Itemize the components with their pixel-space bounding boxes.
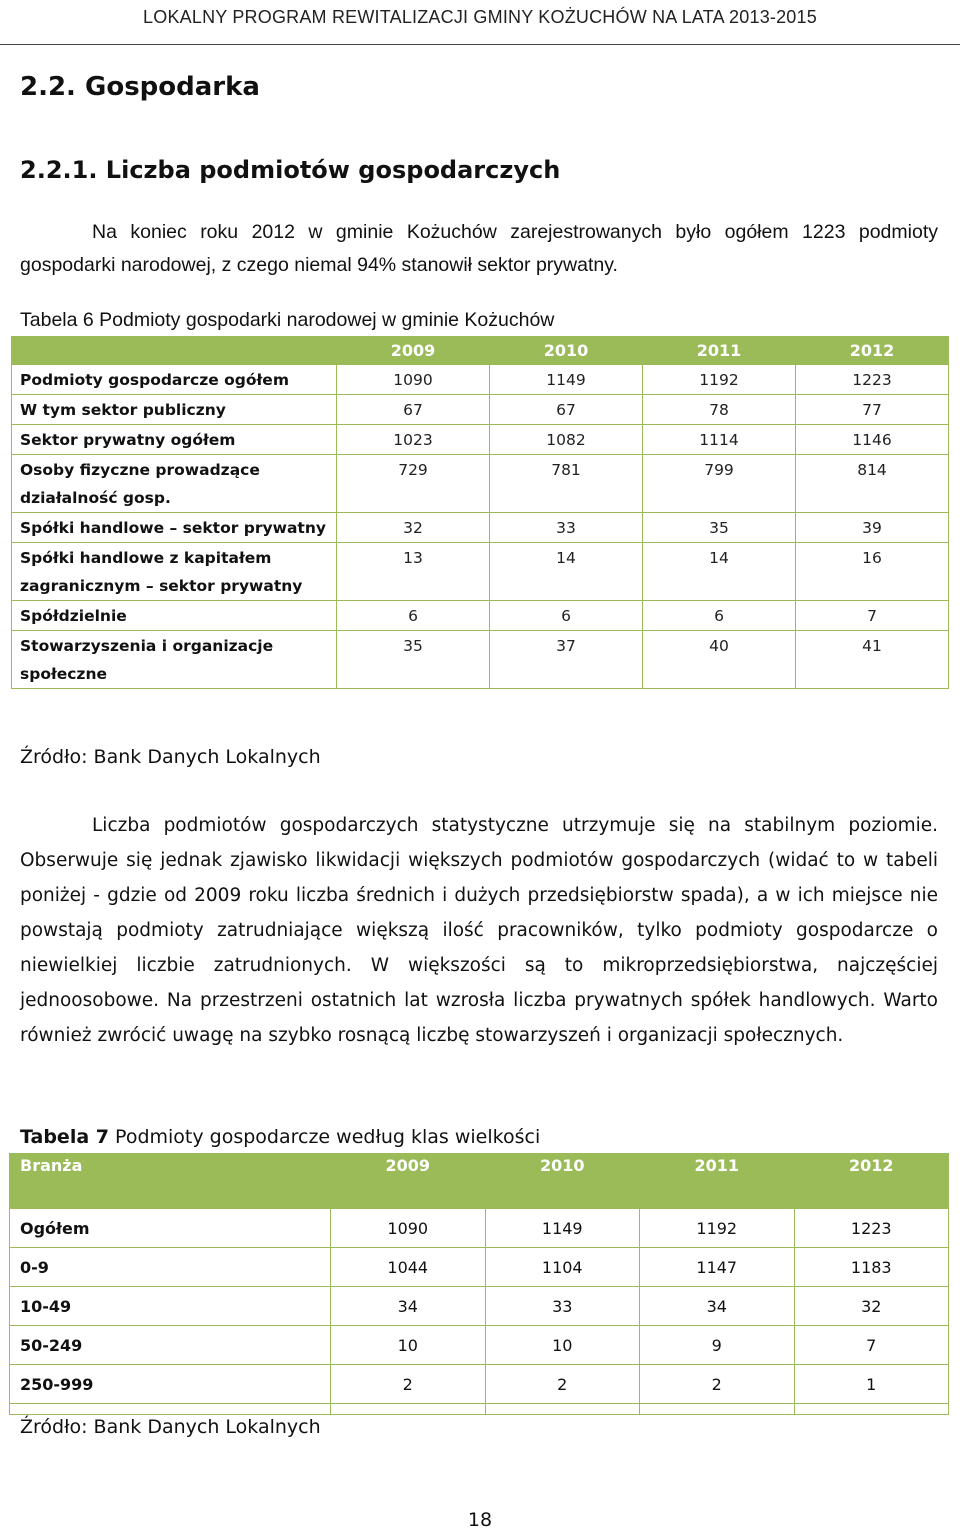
cell-value: 37 — [490, 631, 643, 689]
cell-value: 35 — [337, 631, 490, 689]
cell-value: 1023 — [337, 425, 490, 455]
cell-value: 40 — [643, 631, 796, 689]
intro-paragraph: Na koniec roku 2012 w gminie Kożuchów zarejestrowanych było ogółem 1223 podmioty gospodarki narodowej, z czego niemal 94% stanowił sektor prywatny. — [20, 221, 938, 276]
cell-value: 1149 — [485, 1209, 640, 1248]
cell-value: 6 — [337, 601, 490, 631]
row-label: Stowarzyszenia i organizacje społeczne — [12, 631, 337, 689]
cell-value: 77 — [796, 395, 949, 425]
cell-value: 814 — [796, 455, 949, 513]
cell-value: 34 — [640, 1287, 795, 1326]
table-row — [10, 1326, 949, 1365]
cell-value: 1147 — [640, 1248, 795, 1287]
cell-value: 1104 — [485, 1248, 640, 1287]
cell-value: 16 — [796, 543, 949, 601]
spacer-cell — [640, 1404, 795, 1415]
running-header: LOKALNY PROGRAM REWITALIZACJI GMINY KOŻUCHÓW NA LATA 2013-2015 — [0, 0, 960, 45]
cell-value: 1183 — [794, 1248, 949, 1287]
row-label: 50-249 — [10, 1326, 331, 1365]
cell-value: 1114 — [643, 425, 796, 455]
cell-value: 1149 — [490, 365, 643, 395]
table-row — [12, 365, 949, 395]
cell-value: 1 — [794, 1365, 949, 1404]
cell-value: 729 — [337, 455, 490, 513]
table-row — [10, 1287, 949, 1326]
table-row — [10, 1209, 949, 1248]
cell-value: 2 — [640, 1365, 795, 1404]
cell-value: 14 — [490, 543, 643, 601]
cell-value: 6 — [490, 601, 643, 631]
table7-year: 2009 — [331, 1154, 486, 1209]
row-label: Ogółem — [10, 1209, 331, 1248]
table-row — [10, 1365, 949, 1404]
table6-header-row — [12, 337, 949, 365]
cell-value: 13 — [337, 543, 490, 601]
cell-value: 799 — [643, 455, 796, 513]
table6-caption: Tabela 6 Podmioty gospodarki narodowej w gminie Kożuchów — [20, 309, 555, 331]
cell-value: 34 — [331, 1287, 486, 1326]
section-heading: 2.2. Gospodarka — [20, 72, 260, 102]
row-label: Spółki handlowe – sektor prywatny — [12, 513, 337, 543]
cell-value: 7 — [794, 1326, 949, 1365]
cell-value: 32 — [337, 513, 490, 543]
table-row — [12, 395, 949, 425]
cell-value: 39 — [796, 513, 949, 543]
cell-value: 32 — [794, 1287, 949, 1326]
table6-header-empty — [12, 337, 337, 365]
body-paragraph: Liczba podmiotów gospodarczych statystyczne utrzymuje się na stabilnym poziomie. Obserwuje się jednak zjawisko likwidacji większych podmiotów gospodarczych (widać to w tabeli poniżej - gdzie od 2009 roku liczba średnich i dużych przedsiębiorstw spada), a w ich miejsce nie powstają podmioty zatrudniające większą ilość pracowników, tylko podmioty gospodarcze o niewielkiej liczbie zatrudnionych. W większości są to mikroprzedsiębiorstwa, najczęściej jednoosobowe. Na przestrzeni ostatnich lat wzrosła liczba prywatnych spółek handlowych. Warto również zwrócić uwagę na szybko rosnącą liczbę stowarzyszeń i organizacji społecznych. — [20, 815, 938, 1046]
cell-value: 67 — [490, 395, 643, 425]
table7-caption-number: Tabela 7 — [20, 1126, 109, 1148]
cell-value: 6 — [643, 601, 796, 631]
table6-year: 2010 — [490, 337, 643, 365]
table7-year: 2011 — [640, 1154, 795, 1209]
row-label: Sektor prywatny ogółem — [12, 425, 337, 455]
table6-source: Źródło: Bank Danych Lokalnych — [20, 746, 321, 768]
table7-header-row — [10, 1154, 949, 1209]
table6 — [11, 336, 949, 689]
spacer-cell — [331, 1404, 486, 1415]
cell-value: 10 — [331, 1326, 486, 1365]
row-label: Spółdzielnie — [12, 601, 337, 631]
cell-value: 33 — [485, 1287, 640, 1326]
row-label: Spółki handlowe z kapitałem zagranicznym – sektor prywatny — [12, 543, 337, 601]
cell-value: 1146 — [796, 425, 949, 455]
table7-caption-text: Podmioty gospodarcze według klas wielkości — [109, 1126, 541, 1148]
page-number: 18 — [467, 1509, 493, 1531]
cell-value: 1223 — [796, 365, 949, 395]
cell-value: 1090 — [331, 1209, 486, 1248]
cell-value: 1223 — [794, 1209, 949, 1248]
row-label: 0-9 — [10, 1248, 331, 1287]
cell-value: 35 — [643, 513, 796, 543]
cell-value: 67 — [337, 395, 490, 425]
row-label: 250-999 — [10, 1365, 331, 1404]
table7-source: Źródło: Bank Danych Lokalnych — [20, 1416, 321, 1438]
cell-value: 1082 — [490, 425, 643, 455]
table7-caption — [20, 1126, 540, 1148]
cell-value: 9 — [640, 1326, 795, 1365]
subsection-heading: 2.2.1. Liczba podmiotów gospodarczych — [20, 156, 561, 184]
row-label: Podmioty gospodarcze ogółem — [12, 365, 337, 395]
spacer-cell — [485, 1404, 640, 1415]
table-row — [12, 601, 949, 631]
row-label: W tym sektor publiczny — [12, 395, 337, 425]
table6-year: 2011 — [643, 337, 796, 365]
table6-year: 2012 — [796, 337, 949, 365]
spacer-cell — [794, 1404, 949, 1415]
table6-year: 2009 — [337, 337, 490, 365]
cell-value: 78 — [643, 395, 796, 425]
table-row — [12, 425, 949, 455]
table-row — [12, 543, 949, 601]
table7-spacer-row — [10, 1404, 949, 1415]
table-row — [12, 513, 949, 543]
table-row — [10, 1248, 949, 1287]
cell-value: 1044 — [331, 1248, 486, 1287]
table-row — [12, 631, 949, 689]
row-label: Osoby fizyczne prowadzące działalność gosp. — [12, 455, 337, 513]
table7-header-label: Branża — [10, 1154, 331, 1209]
cell-value: 1192 — [643, 365, 796, 395]
cell-value: 7 — [796, 601, 949, 631]
table7-year: 2012 — [794, 1154, 949, 1209]
table7 — [9, 1153, 949, 1415]
cell-value: 2 — [485, 1365, 640, 1404]
cell-value: 2 — [331, 1365, 486, 1404]
cell-value: 33 — [490, 513, 643, 543]
cell-value: 10 — [485, 1326, 640, 1365]
cell-value: 781 — [490, 455, 643, 513]
spacer-cell — [10, 1404, 331, 1415]
cell-value: 1192 — [640, 1209, 795, 1248]
cell-value: 41 — [796, 631, 949, 689]
row-label: 10-49 — [10, 1287, 331, 1326]
cell-value: 1090 — [337, 365, 490, 395]
table7-year: 2010 — [485, 1154, 640, 1209]
table-row — [12, 455, 949, 513]
cell-value: 14 — [643, 543, 796, 601]
